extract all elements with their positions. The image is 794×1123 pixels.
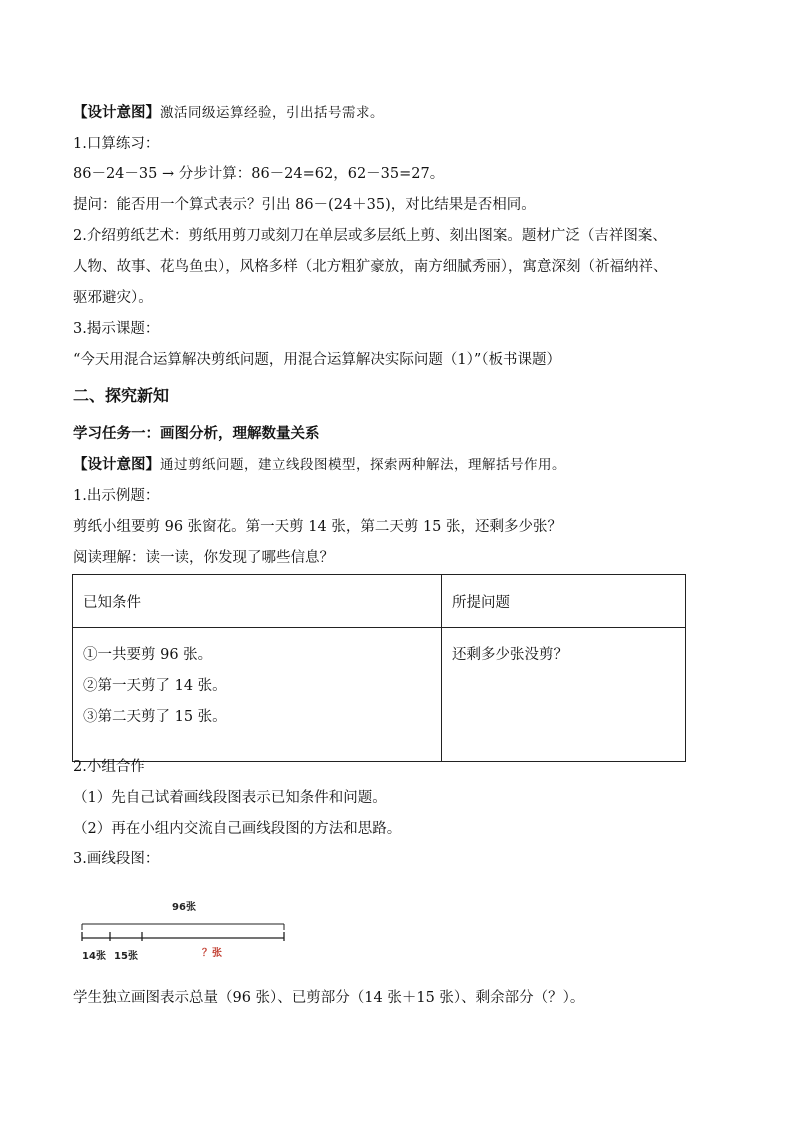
segment-diagram xyxy=(76,892,296,964)
condition-item: ②第一天剪了 14 张。 xyxy=(83,678,227,694)
second-day-label: 15张 xyxy=(114,951,138,962)
papercut-intro-line3: 驱邪避灾）。 xyxy=(73,290,153,306)
papercut-intro-line1 xyxy=(73,226,667,246)
oral-practice-title: 1.口算练习： xyxy=(73,136,160,152)
conclusion-text: 学生独立画图表示总量（96 张）、已剪部分（14 张＋15 张）、剩余部分（？）。 xyxy=(73,990,585,1006)
info-table xyxy=(72,574,686,762)
topic-quote: “今天用混合运算解决剪纸问题，用混合运算解决实际问题（1）”（板书课题） xyxy=(73,352,562,368)
papercut-intro-line2: 人物、故事、花鸟鱼虫），风格多样（北方粗犷豪放，南方细腻秀丽），寓意深刻（祈福纳祥、 xyxy=(73,259,668,275)
design-intent-2 xyxy=(73,455,566,475)
known-conditions-cell xyxy=(73,628,442,762)
total-label: 96张 xyxy=(172,902,196,913)
condition-item: ③第二天剪了 15 张。 xyxy=(83,709,227,725)
design-intent-tag: 【设计意图】 xyxy=(73,104,160,121)
group-work-item: （1）先自己试着画线段图表示已知条件和问题。 xyxy=(73,790,387,806)
table-header-row xyxy=(73,575,686,628)
group-work-title: 2.小组合作 xyxy=(73,759,145,775)
design-intent-text: 激活同级运算经验，引出括号需求。 xyxy=(160,105,384,121)
table-row xyxy=(73,628,686,762)
papercut-intro-rest: 剪纸用剪刀或刻刀在单层或多层纸上剪、刻出图案。题材广泛（吉祥图案、 xyxy=(188,228,667,244)
design-intent-text: 通过剪纸问题，建立线段图模型，探索两种解法，理解括号作用。 xyxy=(160,457,566,473)
design-intent-tag: 【设计意图】 xyxy=(73,456,160,473)
task-heading: 学习任务一：画图分析，理解数量关系 xyxy=(73,425,320,442)
example-text: 剪纸小组要剪 96 张窗花。第一天剪 14 张，第二天剪 15 张，还剩多少张？ xyxy=(73,519,563,535)
reveal-topic-title: 3.揭示课题： xyxy=(73,321,160,337)
papercut-intro-prefix: 2.介绍剪纸艺术： xyxy=(73,228,189,244)
example-title: 1.出示例题： xyxy=(73,488,160,504)
design-intent-1 xyxy=(73,103,384,123)
condition-item: ①一共要剪 96 张。 xyxy=(83,647,213,663)
remaining-label: ？张 xyxy=(202,948,222,959)
first-day-label: 14张 xyxy=(82,951,106,962)
calc-steps: 86－24－35 → 分步计算：86－24=62，62－35=27。 xyxy=(73,166,445,182)
section-heading: 二、探究新知 xyxy=(73,386,170,405)
question-line: 提问：能否用一个算式表示？引出 86－(24＋35)，对比结果是否相同。 xyxy=(73,197,536,213)
question-cell: 还剩多少张没剪？ xyxy=(442,628,686,762)
reading-prompt: 阅读理解：读一读，你发现了哪些信息？ xyxy=(73,550,334,566)
draw-diagram-title: 3.画线段图： xyxy=(73,851,160,867)
group-work-item: （2）再在小组内交流自己画线段图的方法和思路。 xyxy=(73,821,402,837)
table-header-known: 已知条件 xyxy=(73,575,442,628)
table-header-question: 所提问题 xyxy=(442,575,686,628)
